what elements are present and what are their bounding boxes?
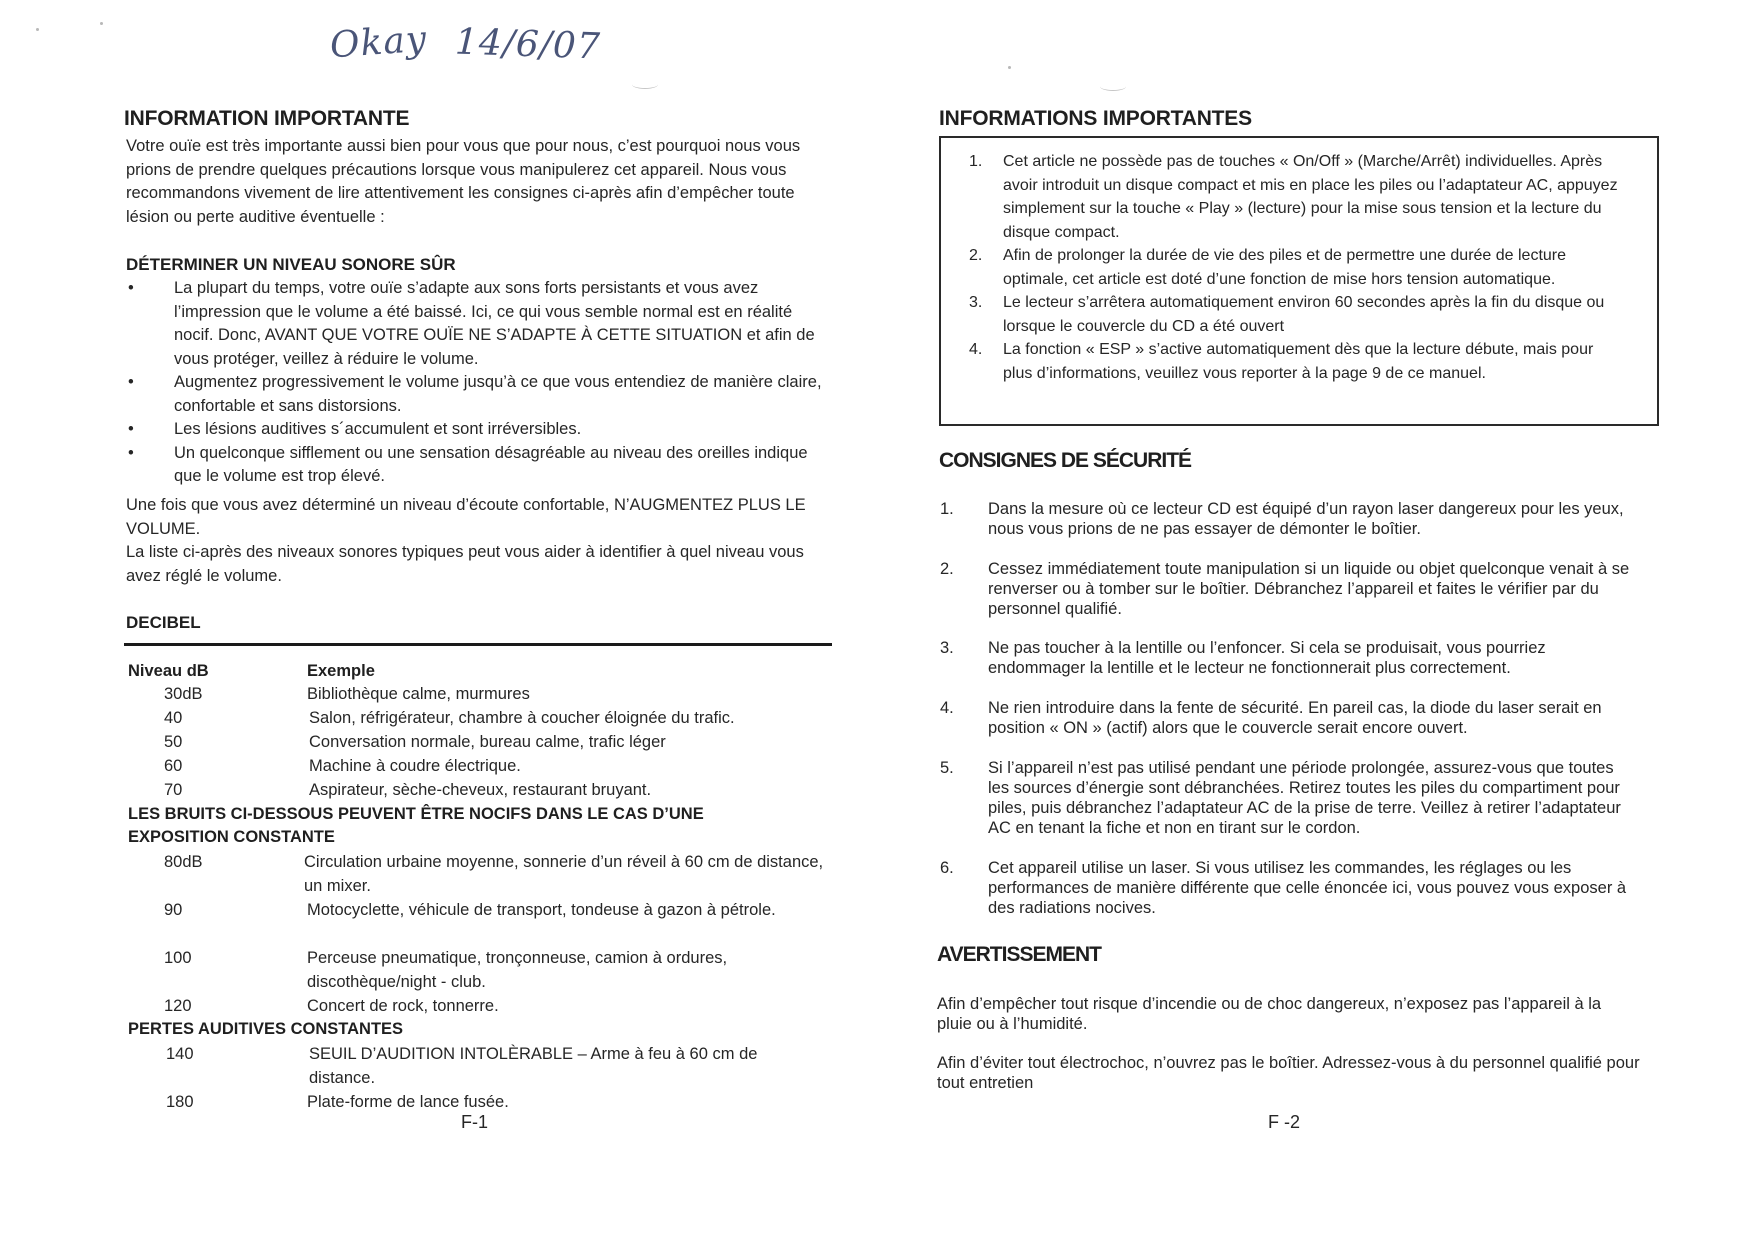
safety-item [940, 559, 1630, 619]
example-cell: SEUIL D’AUDITION INTOLÈRABLE – Arme à feu à 60 cm de distance. [309, 1045, 758, 1087]
item-text: Ne rien introduire dans la fente de sécurité. En pareil cas, la diode du laser serait en position « ON » (actif) alors que le couvercle serait encore ouvert. [988, 699, 1602, 737]
loss-title: PERTES AUDITIVES CONSTANTES [128, 1020, 404, 1038]
level-cell: 140 [166, 1045, 194, 1063]
column-header-example: Exemple [307, 662, 375, 680]
example-cell: Conversation normale, bureau calme, trafic léger [309, 733, 666, 751]
example-cell: Machine à coudre électrique. [309, 757, 521, 775]
item-text: Ne pas toucher à la lentille ou l’enfoncer. Si cela se produisait, vous pourriez endommager la lentille et le lecteur ne fonctionnerait plus correctement. [988, 639, 1546, 677]
item-number: 2. [969, 247, 983, 264]
safety-item [940, 858, 1630, 918]
item-number: 3. [969, 294, 983, 311]
item-number: 4. [940, 699, 954, 717]
level-cell: 40 [164, 709, 183, 727]
item-number: 6. [940, 859, 954, 877]
level-cell: 30dB [164, 685, 203, 703]
level-cell: 120 [164, 997, 192, 1015]
note-paragraph: La liste ci-après des niveaux sonores typiques peut vous aider à identifier à quel niveau vous avez réglé le volume. [126, 543, 804, 585]
warning-paragraph: Afin d’éviter tout électrochoc, n’ouvrez pas le boîtier. Adressez-vous à du personnel qualifié pour tout entretien [937, 1054, 1640, 1092]
list-item [941, 338, 1621, 385]
list-item [941, 244, 1621, 291]
item-text: Si l’appareil n’est pas utilisé pendant une période prolongée, assurez-vous que toutes les sources d’énergie sont débranchées. Retirez toutes les piles du compartiment pour piles, puis débranchez l’adaptateur AC de la prise de terre. Veillez à retirer l’adaptateur AC en tenant la fiche et non en tirant sur le cordon. [988, 759, 1621, 837]
item-text: Le lecteur s’arrêtera automatiquement environ 60 secondes après la fin du disque ou lorsque le couvercle du CD a été ouvert [1003, 294, 1605, 335]
page-number: F -2 [1268, 1112, 1301, 1132]
example-cell: Concert de rock, tonnerre. [307, 997, 499, 1015]
info-box [939, 136, 1659, 426]
harmful-title: EXPOSITION CONSTANTE [128, 828, 335, 846]
safety-title: CONSIGNES DE SÉCURITÉ [939, 449, 1192, 472]
item-text: Cet appareil utilise un laser. Si vous utilisez les commandes, les réglages ou les performances de manière différente que celle énoncée ici, vous pouvez vous exposer à des radiations nocives. [988, 859, 1627, 917]
list-item: • Les lésions auditives s´accumulent et sont irréversibles. [128, 418, 828, 442]
safety-item [940, 638, 1630, 678]
level-cell: 50 [164, 733, 183, 751]
item-number: 1. [940, 500, 954, 518]
list-item: • Un quelconque sifflement ou une sensation désagréable au niveau des oreilles indique que le volume est trop élevé. [128, 442, 828, 489]
example-cell: Salon, réfrigérateur, chambre à coucher éloignée du trafic. [309, 709, 735, 727]
level-cell: 70 [164, 781, 183, 799]
list-item [941, 291, 1621, 338]
item-number: 4. [969, 341, 983, 358]
example-cell: Motocyclette, véhicule de transport, tondeuse à gazon à pétrole. [307, 901, 776, 919]
example-cell: Plate-forme de lance fusée. [307, 1093, 509, 1111]
list-item: • La plupart du temps, votre ouïe s’adapte aux sons forts persistants et vous avez l’impression que le volume a été baissé. Ici, ce qui vous semble normal est en réalité nocif. Donc, AVANT QUE VOTRE OUÏE NE S’ADAPTE À CETTE SITUATION et afin de vous protéger, veillez à réduire le volume. [128, 277, 828, 371]
page-title: INFORMATION IMPORTANTE [124, 107, 410, 130]
decibel-title: DECIBEL [126, 613, 201, 632]
item-text: La fonction « ESP » s’active automatiquement dès que la lecture débute, mais pour plus d’informations, veuillez vous reporter à la page 9 de ce manuel. [1003, 341, 1594, 382]
page-number: F-1 [461, 1112, 488, 1132]
divider [124, 643, 832, 646]
column-header-level: Niveau dB [128, 662, 209, 680]
item-number: 5. [940, 759, 954, 777]
item-text: Cessez immédiatement toute manipulation si un liquide ou objet quelconque venait à se renverser ou à tomber sur le boîtier. Débranchez l’appareil et faites le vérifier par du personnel qualifié. [988, 560, 1630, 618]
right-page [878, 0, 1756, 1241]
intro-paragraph: Votre ouïe est très importante aussi bien pour vous que pour nous, c’est pourquoi nous vous prions de prendre quelques précautions lorsque vous manipulerez cet appareil. Nous vous recommandons vivement de lire attentivement les consignes ci-après afin d’empêcher toute lésion ou perte auditive éventuelle : [126, 137, 801, 226]
item-number: 1. [969, 153, 983, 170]
section-title: DÉTERMINER UN NIVEAU SONORE SÛR [126, 255, 456, 274]
harmful-title: LES BRUITS CI-DESSOUS PEUVENT ÊTRE NOCIFS DANS LE CAS D’UNE [128, 805, 704, 823]
item-number: 2. [940, 560, 954, 578]
bullet-list [128, 277, 828, 489]
item-number: 3. [940, 639, 954, 657]
safety-item [940, 698, 1630, 738]
level-cell: 60 [164, 757, 183, 775]
example-cell: Aspirateur, sèche-cheveux, restaurant bruyant. [309, 781, 652, 799]
example-cell: Bibliothèque calme, murmures [307, 685, 530, 703]
item-text: Dans la mesure où ce lecteur CD est équipé d’un rayon laser dangereux pour les yeux, nous vous prions de ne pas essayer de démonter le boîtier. [988, 500, 1624, 538]
level-cell: 80dB [164, 853, 203, 871]
level-cell: 90 [164, 901, 183, 919]
example-cell: Perceuse pneumatique, tronçonneuse, camion à ordures, discothèque/night - club. [307, 949, 728, 991]
note-paragraph: Une fois que vous avez déterminé un niveau d’écoute confortable, N’AUGMENTEZ PLUS LE VOLUME. [126, 496, 806, 538]
safety-item [940, 499, 1630, 539]
example-cell: Circulation urbaine moyenne, sonnerie d’un réveil à 60 cm de distance, un mixer. [304, 853, 824, 895]
safety-item [940, 758, 1630, 838]
level-cell: 180 [166, 1093, 194, 1111]
item-text: Afin de prolonger la durée de vie des piles et de permettre une durée de lecture optimale, cet article est doté d’une fonction de mise hors tension automatique. [1003, 247, 1567, 288]
handwritten-okay: Okay [328, 18, 429, 67]
warning-paragraph: Afin d’empêcher tout risque d’incendie ou de choc dangereux, n’exposez pas l’appareil à la pluie ou à l’humidité. [937, 995, 1602, 1033]
page-title: INFORMATIONS IMPORTANTES [939, 107, 1252, 130]
warning-title: AVERTISSEMENT [937, 943, 1101, 966]
info-list [941, 150, 1621, 385]
level-cell: 100 [164, 949, 192, 967]
list-item [941, 150, 1621, 244]
list-item: • Augmentez progressivement le volume jusqu’à ce que vous entendiez de manière claire, confortable et sans distorsions. [128, 371, 828, 418]
handwritten-date: 14/6/07 [454, 21, 602, 68]
item-text: Cet article ne possède pas de touches « On/Off » (Marche/Arrêt) individuelles. Après avoir introduit un disque compact et mis en place les piles ou l’adaptateur AC, appuyez simplement sur la touche « Play » (lecture) pour la mise sous tension et la lecture du disque compact. [1003, 153, 1618, 241]
